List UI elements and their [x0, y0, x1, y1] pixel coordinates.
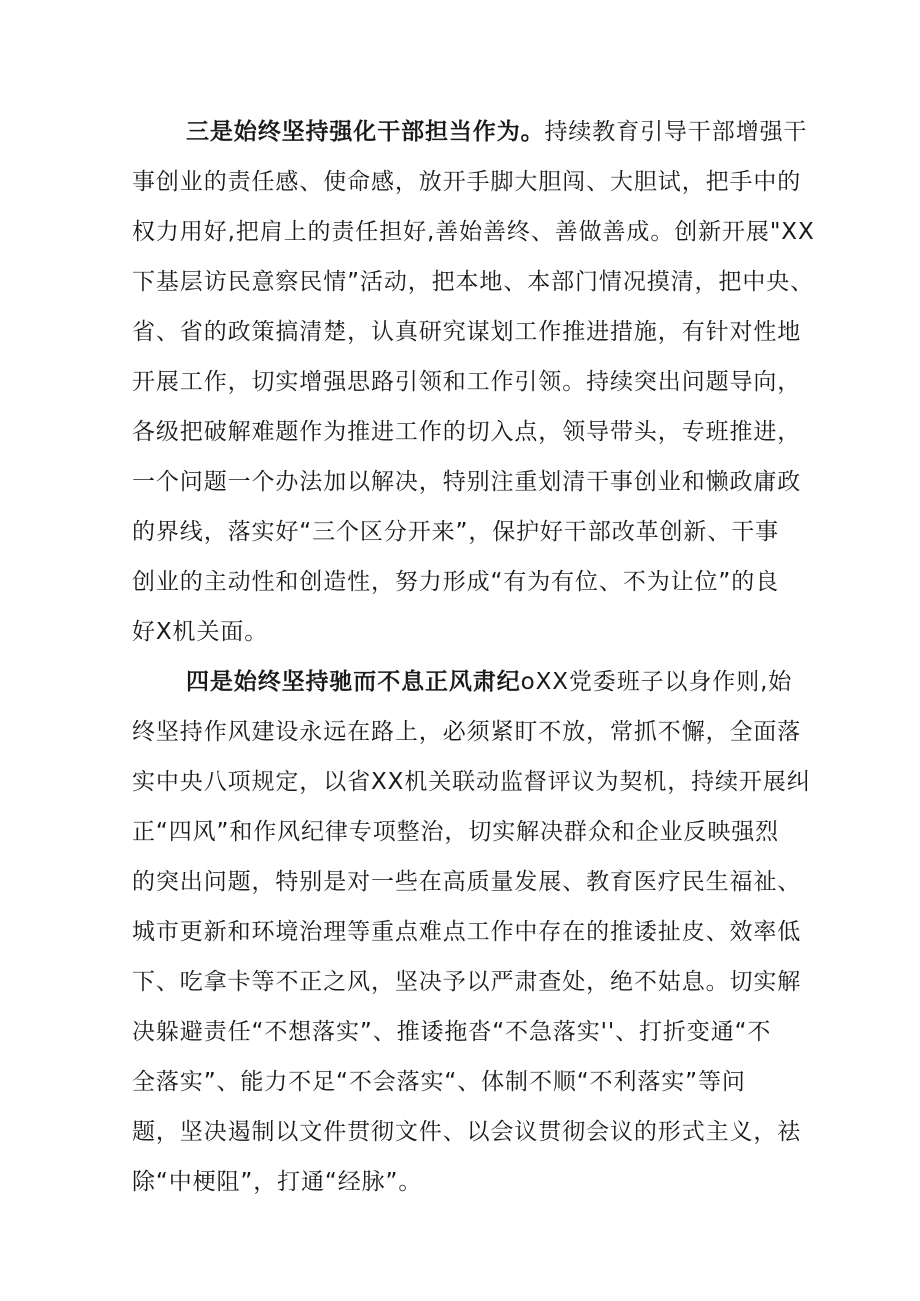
paragraph-1-line-7: 各级把破解难题作为推进工作的切入点，领导带头，专班推进，: [132, 419, 802, 445]
paragraph-1-line-11: 好X机关面。: [132, 619, 269, 645]
paragraph-1-line-10: 创业的主动性和创造性，努力形成“有为有位、不为让位”的良: [132, 569, 780, 595]
paragraph-2-line-2: 终坚持作风建设永远在路上，必须紧盯不放，常抓不懈，全面落: [132, 719, 802, 745]
paragraph-2-line-9: 全落实”、能力不足“不会落实“、体制不顺“不利落实”等问: [132, 1069, 746, 1095]
paragraph-1-line-9: 的界线，落实好“三个区分开来”，保护好干部改革创新、干事: [132, 519, 780, 545]
paragraph-1-lead: 三是始终坚持强化干部担当作为。: [186, 119, 545, 145]
paragraph-2-line-6: 城市更新和环境治理等重点难点工作中存在的推诿扯皮、效率低: [132, 919, 802, 945]
paragraph-2-line-8: 决躲避责任“不想落实”、推诿拖沓“不急落实''、打折变通“不: [132, 1019, 772, 1045]
paragraph-1-line-8: 一个问题一个办法加以解决，特别注重划清干事创业和懒政庸政: [132, 469, 802, 495]
paragraph-1-line-1: [186, 112, 808, 152]
paragraph-1-line-2: 事创业的责任感、使命感，放开手脚大胆闯、大胆试，把手中的: [132, 169, 802, 195]
paragraph-2-line-4: 正“四风”和作风纪律专项整治，切实解决群众和企业反映强烈: [132, 819, 780, 845]
paragraph-2-lead: 四是始终坚持驰而不息正风肃纪: [186, 669, 521, 695]
paragraph-2-line-10: 题，坚决遏制以文件贯彻文件、以会议贯彻会议的形式主义，祛: [132, 1119, 802, 1145]
paragraph-1-line-3: 权力用好,把肩上的责任担好,善始善终、善做善成。创新开展"XX: [132, 219, 815, 245]
paragraph-1-line-5: 省、省的政策搞清楚，认真研究谋划工作推进措施，有针对性地: [132, 319, 802, 345]
paragraph-2-line-11: 除“中梗阻”，打通“经脉”。: [132, 1169, 423, 1195]
paragraph-2-line-1: [186, 662, 792, 702]
paragraph-2-text: oXX党委班子以身作则,始: [520, 669, 793, 695]
paragraph-1-line-4: 下基层访民意察民情”活动，把本地、本部门情况摸清，把中央、: [132, 269, 815, 295]
paragraph-2-line-7: 下、吃拿卡等不正之风，坚决予以严肃查处，绝不姑息。切实解: [132, 969, 802, 995]
paragraph-2-line-5: 的突出问题，特别是对一些在高质量发展、教育医疗民生福祉、: [132, 869, 802, 895]
paragraph-1-line-6: 开展工作，切实增强思路引领和工作引领。持续突出问题导向，: [132, 369, 802, 395]
paragraph-2-line-3: 实中央八项规定，以省XX机关联动监督评议为契机，持续开展纠: [132, 769, 811, 795]
paragraph-1-text: 持续教育引导干部增强干: [544, 119, 808, 145]
